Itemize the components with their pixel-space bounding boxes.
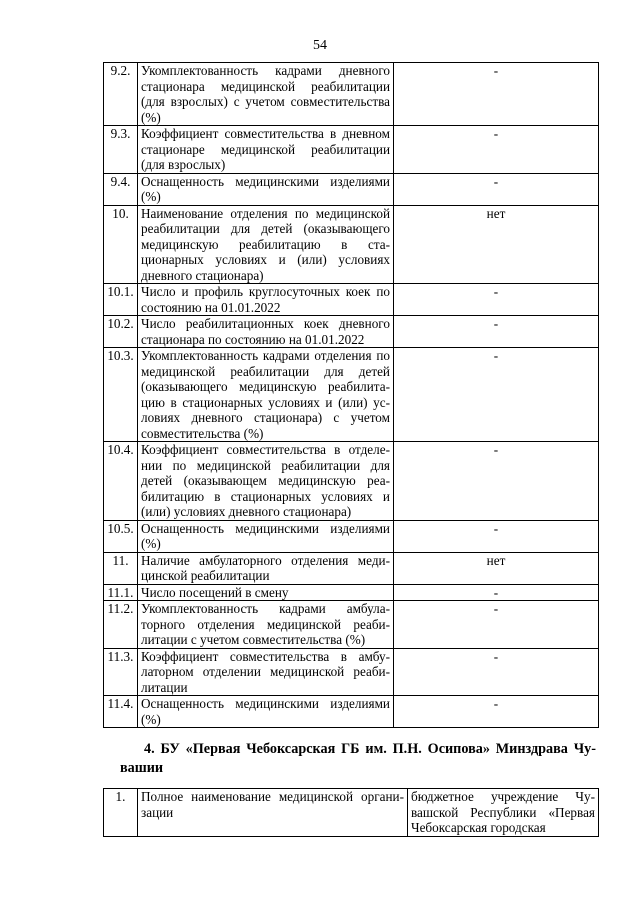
row-description: Укомплектованность кадрами отделения по медицинской реабилитации для детей (оказывающего медицинскую реабилитацию в стационарных условиях и (или) условиях дневного стационара) с учетом совместительства (%) — [138, 348, 394, 442]
table-row — [104, 63, 599, 126]
row-value: - — [394, 601, 599, 649]
row-description: Наименование отделения по медицинской реабилитации для детей (оказывающего медицинскую реабилитацию в стационарных условиях и (или) условиях дневного стационара) — [138, 205, 394, 284]
table-row — [104, 552, 599, 584]
section-heading: 4. БУ «Первая Чебоксарская ГБ им. П.Н. Осипова» Минздрава Чувашии — [120, 741, 596, 776]
row-description: Число реабилитационных коек дневного стационара по состоянию на 01.01.2022 — [138, 316, 394, 348]
row-number: 1. — [104, 789, 138, 837]
table-row — [104, 126, 599, 174]
row-description: Коэффициент совместительства в дневном стационаре медицинской реабилитации (для взрослых) — [138, 126, 394, 174]
row-value: - — [394, 348, 599, 442]
row-description: Коэффициент совместительства в амбулаторном отделении медицинской реабилитации — [138, 648, 394, 696]
row-description: Число посещений в смену — [138, 584, 394, 601]
row-value: - — [394, 648, 599, 696]
row-number: 10.2. — [104, 316, 138, 348]
row-value: - — [394, 520, 599, 552]
row-value: - — [394, 696, 599, 728]
row-value: - — [394, 584, 599, 601]
indicators-table — [103, 62, 599, 728]
row-number: 10. — [104, 205, 138, 284]
row-number: 10.4. — [104, 442, 138, 521]
organization-table — [103, 788, 599, 837]
table-row — [104, 789, 599, 837]
row-number: 11.4. — [104, 696, 138, 728]
row-number: 11.1. — [104, 584, 138, 601]
page-number: 54 — [313, 38, 327, 53]
row-description: Оснащенность медицинскими изделиями (%) — [138, 173, 394, 205]
row-description: Наличие амбулаторного отделения медицинской реабилитации — [138, 552, 394, 584]
row-value: - — [394, 126, 599, 174]
row-description: Укомплектованность кадрами дневного стационара медицинской реабилитации (для взрослых) с учетом совместительства (%) — [138, 63, 394, 126]
row-number: 9.4. — [104, 173, 138, 205]
row-number: 10.1. — [104, 284, 138, 316]
row-number: 11.3. — [104, 648, 138, 696]
row-value: нет — [394, 552, 599, 584]
table-row — [104, 173, 599, 205]
row-number: 11. — [104, 552, 138, 584]
table-row — [104, 601, 599, 649]
table-row — [104, 316, 599, 348]
row-number: 9.3. — [104, 126, 138, 174]
table-row — [104, 584, 599, 601]
table-row — [104, 520, 599, 552]
row-description: Укомплектованность кадрами амбулаторного отделения медицинской реабилитации с учетом совместительства (%) — [138, 601, 394, 649]
row-value: - — [394, 442, 599, 521]
table-row — [104, 348, 599, 442]
table-row — [104, 648, 599, 696]
row-description: Коэффициент совместительства в отделении по медицинской реабилитации для детей (оказывающем медицинскую реабилитацию в стационарных условиях и (или) условиях дневного стационара) — [138, 442, 394, 521]
row-number: 10.3. — [104, 348, 138, 442]
table-row — [104, 205, 599, 284]
row-value: - — [394, 63, 599, 126]
row-description: Число и профиль круглосуточных коек по состоянию на 01.01.2022 — [138, 284, 394, 316]
row-number: 9.2. — [104, 63, 138, 126]
row-number: 11.2. — [104, 601, 138, 649]
table-row — [104, 696, 599, 728]
row-value: нет — [394, 205, 599, 284]
row-value: - — [394, 316, 599, 348]
row-value: бюджетное учреждение Чувашской Республики «Первая Чебоксарская городская — [408, 789, 599, 837]
row-number: 10.5. — [104, 520, 138, 552]
row-description: Оснащенность медицинскими изделиями (%) — [138, 696, 394, 728]
row-value: - — [394, 284, 599, 316]
row-description: Полное наименование медицинской организации — [138, 789, 408, 837]
row-value: - — [394, 173, 599, 205]
table-row — [104, 442, 599, 521]
row-description: Оснащенность медицинскими изделиями (%) — [138, 520, 394, 552]
table-row — [104, 284, 599, 316]
